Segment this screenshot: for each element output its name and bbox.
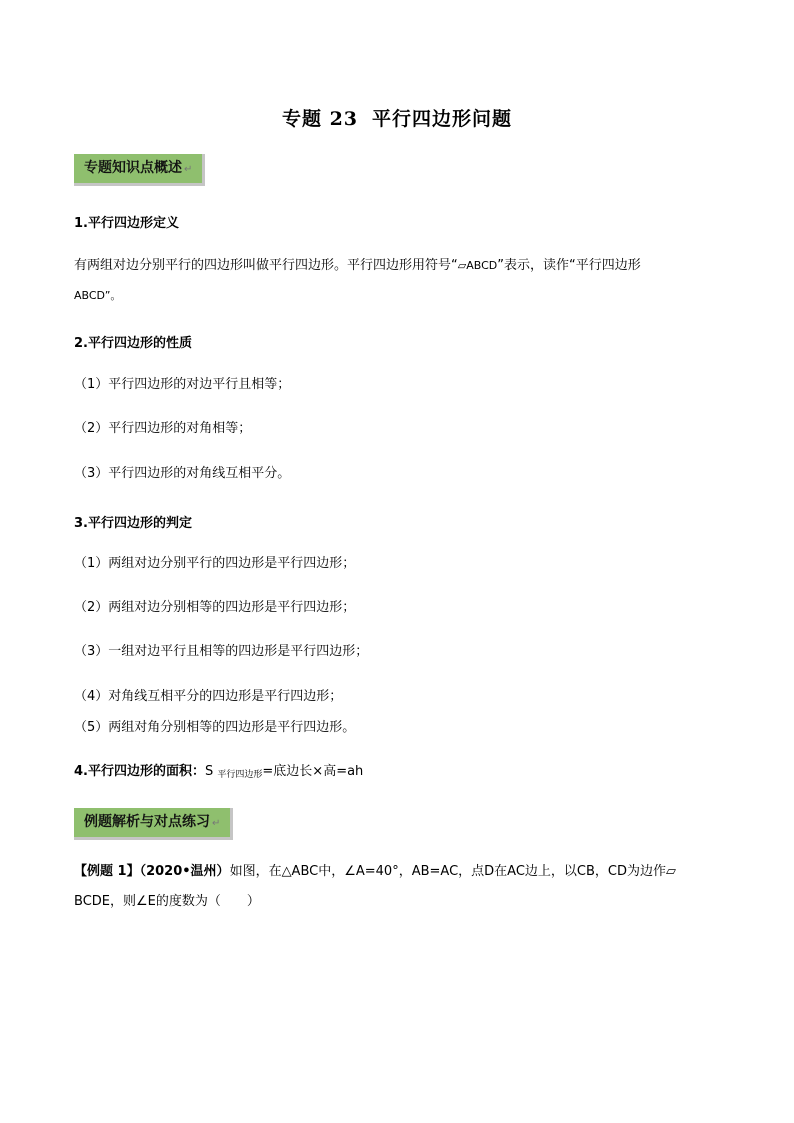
area-heading: 4.平行四边形的面积：	[74, 764, 205, 779]
title-text: 平行四边形问题	[372, 108, 513, 130]
section-banner-overview	[74, 154, 205, 186]
definition-paragraph	[74, 251, 744, 311]
page-title	[0, 104, 794, 131]
area-formula-text: =底边长×高=ah	[262, 764, 364, 779]
banner-label: 专题知识点概述	[84, 160, 182, 176]
section-banner-examples	[74, 808, 233, 840]
property-3: （3）平行四边形的对角线互相平分。	[74, 466, 291, 481]
parallelogram-symbol: ▱ABCD	[457, 259, 498, 272]
example-1	[74, 857, 744, 917]
property-1: （1）平行四边形的对边平行且相等；	[74, 377, 291, 392]
heading-definition: 1.平行四边形定义	[74, 216, 179, 231]
heading-properties: 2.平行四边形的性质	[74, 336, 192, 351]
criterion-3: （3）一组对边平行且相等的四边形是平行四边形；	[74, 644, 369, 659]
paragraph-mark-icon: ↵	[184, 164, 193, 175]
title-number: 专题 23	[281, 108, 359, 130]
example-line-1: 如图，在△ABC中，∠A=40°，AB=AC，点D在AC边上，以CB，CD为边作▱	[229, 864, 676, 879]
property-2: （2）平行四边形的对角相等；	[74, 421, 252, 436]
area-subscript: 平行四边形	[217, 770, 263, 780]
example-line-2: BCDE，则∠E的度数为（ ）	[74, 894, 260, 909]
criterion-4: （4）对角线互相平分的四边形是平行四边形；	[74, 689, 343, 704]
definition-text-3: ABCD”。	[74, 289, 122, 302]
criterion-5: （5）两组对角分别相等的四边形是平行四边形。	[74, 720, 356, 735]
paragraph-mark-icon: ↵	[212, 818, 221, 829]
heading-criteria: 3.平行四边形的判定	[74, 516, 192, 531]
criterion-2: （2）两组对边分别相等的四边形是平行四边形；	[74, 600, 356, 615]
area-formula	[74, 757, 744, 790]
definition-text-2: ”表示，读作“平行四边形	[497, 258, 641, 273]
criterion-1: （1）两组对边分别平行的四边形是平行四边形；	[74, 556, 356, 571]
banner-label: 例题解析与对点练习	[84, 814, 210, 830]
area-symbol: S	[204, 764, 214, 779]
example-label: 【例题 1】（2020•温州）	[74, 864, 230, 879]
definition-text-1: 有两组对边分别平行的四边形叫做平行四边形。平行四边形用符号“	[74, 258, 458, 273]
